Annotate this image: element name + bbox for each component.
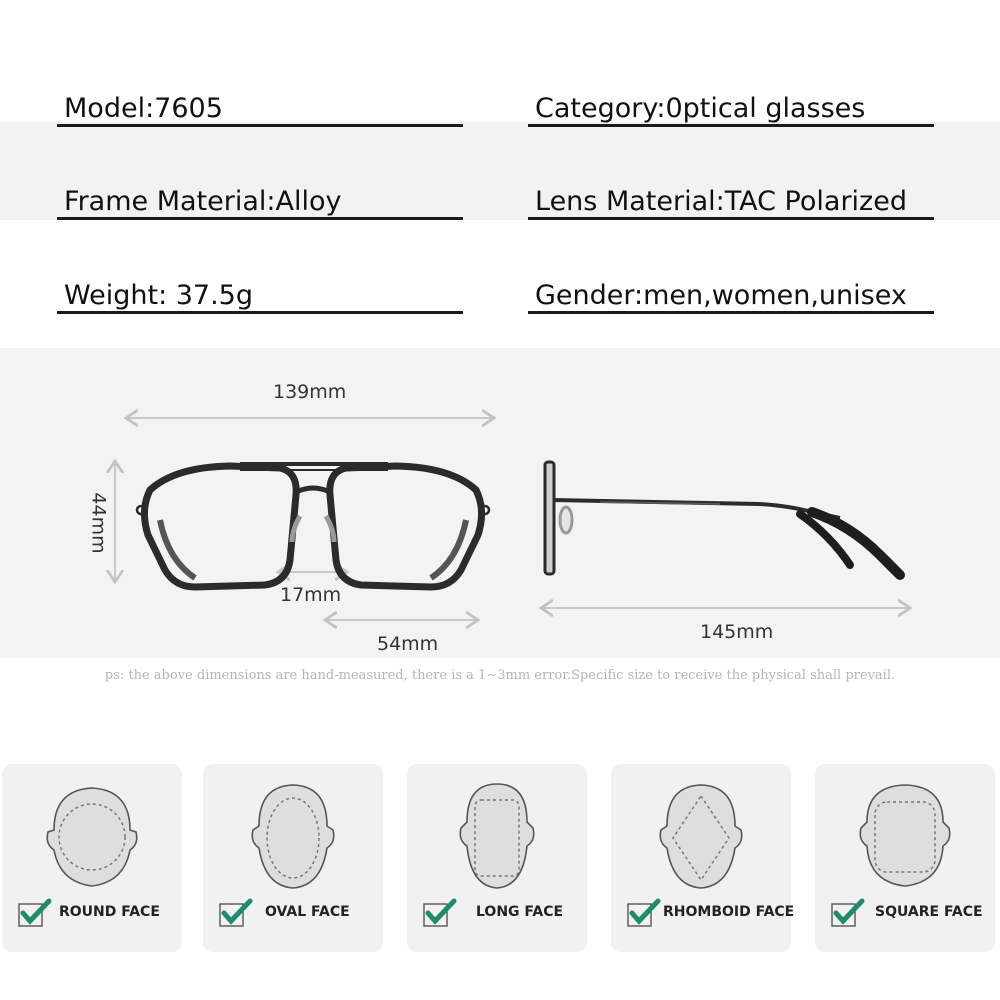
spec-category [528,80,934,127]
spec-lens-material [528,173,934,220]
spec-gender [528,267,934,314]
face-card-oval [203,764,383,952]
glasses-side-view [545,462,900,575]
square-face-icon [857,782,953,892]
spec-lens-material-text: Lens Material:TAC Polarized [535,186,907,217]
glasses-front-view [137,464,489,587]
spec-model [57,80,463,127]
face-label-rhomboid: RHOMBOID FACE [663,904,795,920]
face-label-round: ROUND FACE [59,904,160,920]
face-label-square: SQUARE FACE [875,904,983,920]
face-card-square [815,764,995,952]
face-card-rhomboid [611,764,795,952]
face-label-long: LONG FACE [476,904,564,920]
bridge-label: 17mm [280,584,342,606]
face-card-round [2,764,182,952]
check-icon [831,898,865,928]
measurement-note: ps: the above dimensions are hand-measured, there is a 1~3mm error.Specific size to receive the physical shall prevail. [104,668,896,683]
lens-label: 54mm [377,633,439,655]
spec-frame-material [57,173,463,220]
spec-model-text: Model:7605 [64,93,223,124]
spec-frame-material-text: Frame Material:Alloy [64,186,342,217]
width-label: 139mm [273,381,347,403]
spec-weight [57,267,463,314]
rhomboid-face-icon [653,782,749,892]
height-label: 44mm [87,492,110,554]
dimensions-drawing [0,348,1000,668]
check-icon [219,898,253,928]
long-face-icon [449,782,545,892]
round-face-icon [44,782,140,892]
check-icon [423,898,457,928]
check-icon [627,898,661,928]
spec-gender-text: Gender:men,women,unisex [535,280,907,311]
face-label-oval: OVAL FACE [265,904,350,920]
check-icon [18,898,52,928]
temple-label: 145mm [700,621,774,643]
face-card-long [407,764,587,952]
oval-face-icon [245,782,341,892]
spec-weight-text: Weight: 37.5g [64,280,253,311]
spec-category-text: Category:0ptical glasses [535,93,866,124]
